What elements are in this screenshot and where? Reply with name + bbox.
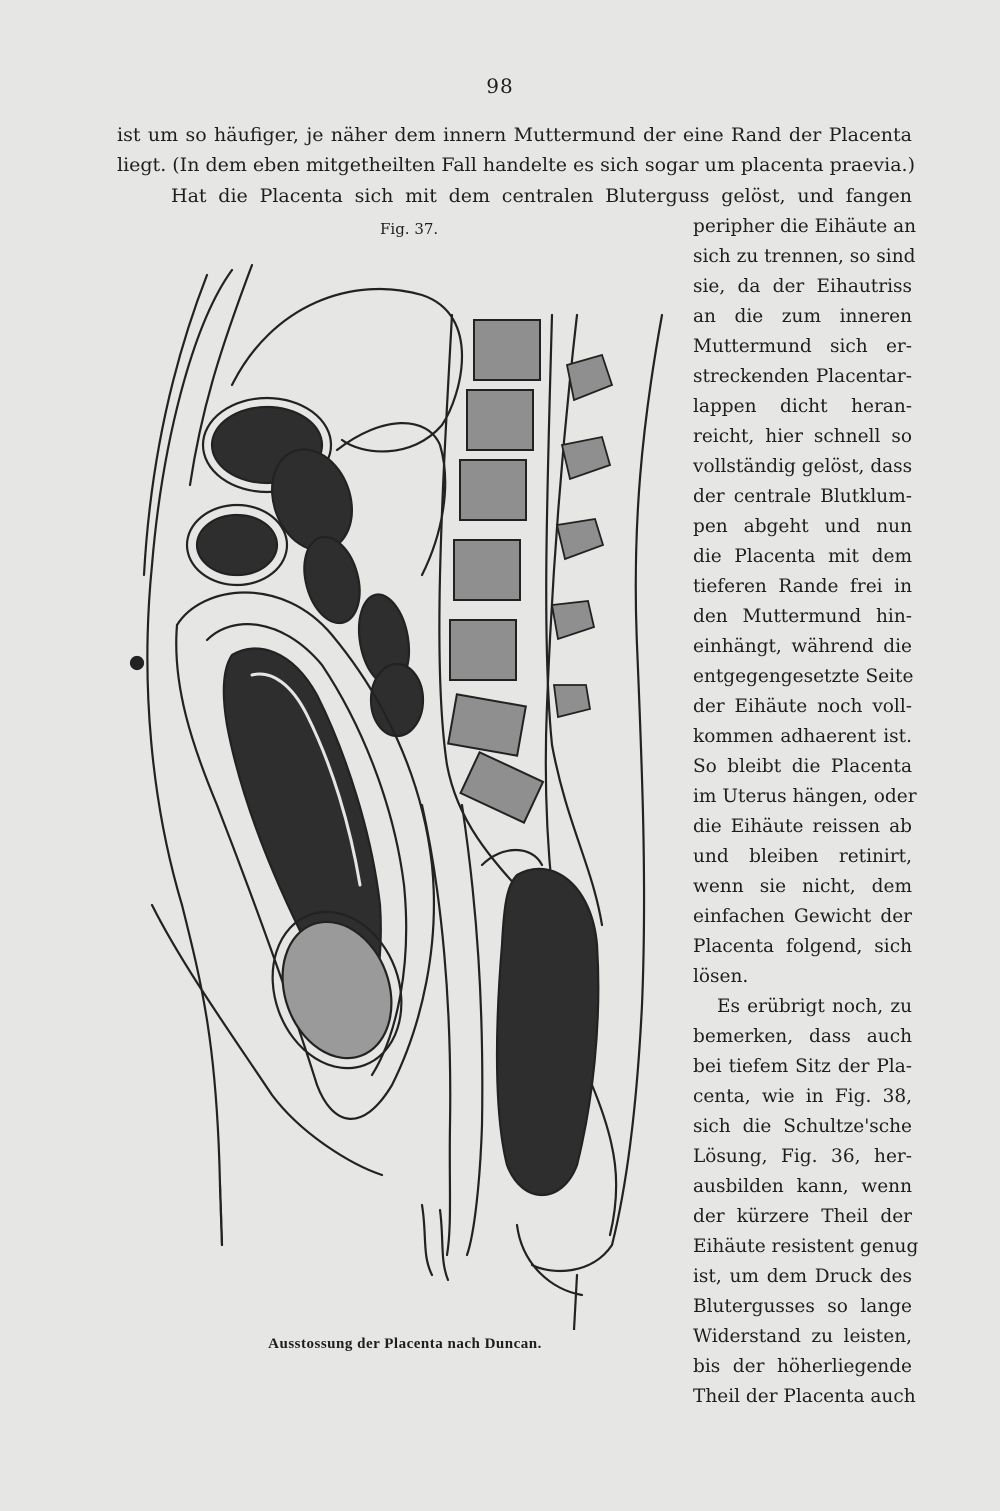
body-text-line: ist um so häufiger, je näher dem innern Muttermund der eine Rand der Placenta	[117, 124, 912, 146]
body-text-line: Theil der Placenta auch	[693, 1386, 916, 1407]
body-text-line: vollständig gelöst, dass	[693, 456, 913, 477]
body-text-line: bei tiefem Sitz der Pla-	[693, 1056, 912, 1077]
body-text-line: Lösung, Fig. 36, her-	[693, 1146, 912, 1167]
body-text-line: und bleiben retinirt,	[693, 846, 912, 867]
body-text-line: an die zum inneren	[693, 306, 912, 327]
body-text-line: im Uterus hängen, oder	[693, 786, 917, 807]
body-text-line: der Eihäute noch voll-	[693, 696, 912, 717]
body-text-line: ausbilden kann, wenn	[693, 1176, 912, 1197]
body-text-line: liegt. (In dem eben mitgetheilten Fall handelte es sich sogar um placenta praevia.)	[117, 154, 916, 176]
body-text-line: sich zu trennen, so sind	[693, 246, 916, 267]
body-text-line: sich die Schultze'sche	[693, 1116, 912, 1137]
body-text-line: bemerken, dass auch	[693, 1026, 912, 1047]
body-text-line: der kürzere Theil der	[693, 1206, 912, 1227]
body-text-line: kommen adhaerent ist.	[693, 726, 912, 747]
body-text-line: peripher die Eihäute an	[693, 216, 917, 237]
body-text-line: lappen dicht heran-	[693, 396, 912, 417]
page-number: 98	[486, 74, 514, 98]
body-text-line: So bleibt die Placenta	[693, 756, 912, 777]
body-text-line: Eihäute resistent genug	[693, 1236, 919, 1257]
body-text-line: streckenden Placentar-	[693, 366, 912, 387]
body-text-line: einfachen Gewicht der	[693, 906, 912, 927]
body-text-line: pen abgeht und nun	[693, 516, 912, 537]
body-text-line: einhängt, während die	[693, 636, 912, 657]
body-text-line: der centrale Blutklum-	[693, 486, 912, 507]
anatomical-illustration	[122, 245, 682, 1330]
figure-caption: Ausstossung der Placenta nach Duncan.	[268, 1336, 542, 1352]
body-text-line: Blutergusses so lange	[693, 1296, 912, 1317]
body-text-line: Es erübrigt noch, zu	[717, 996, 912, 1017]
body-text-line: lösen.	[693, 966, 749, 987]
body-text-line: entgegengesetzte Seite	[693, 666, 914, 687]
body-text-line: sie, da der Eihautriss	[693, 276, 912, 297]
body-text-line: Widerstand zu leisten,	[693, 1326, 912, 1347]
body-text-line: tieferen Rande frei in	[693, 576, 912, 597]
body-text-line: Hat die Placenta sich mit dem centralen Bluterguss gelöst, und fangen	[171, 185, 912, 207]
body-text-line: reicht, hier schnell so	[693, 426, 912, 447]
body-text-line: wenn sie nicht, dem	[693, 876, 912, 897]
body-text-line: die Eihäute reissen ab	[693, 816, 912, 837]
body-text-line: den Muttermund hin-	[693, 606, 912, 627]
body-text-line: die Placenta mit dem	[693, 546, 912, 567]
body-text-line: ist, um dem Druck des	[693, 1266, 912, 1287]
body-text-line: centa, wie in Fig. 38,	[693, 1086, 912, 1107]
body-text-line: bis der höherliegende	[693, 1356, 912, 1377]
body-text-line: Placenta folgend, sich	[693, 936, 912, 957]
body-text-line: Muttermund sich er-	[693, 336, 912, 357]
figure-label: Fig. 37.	[380, 220, 439, 238]
